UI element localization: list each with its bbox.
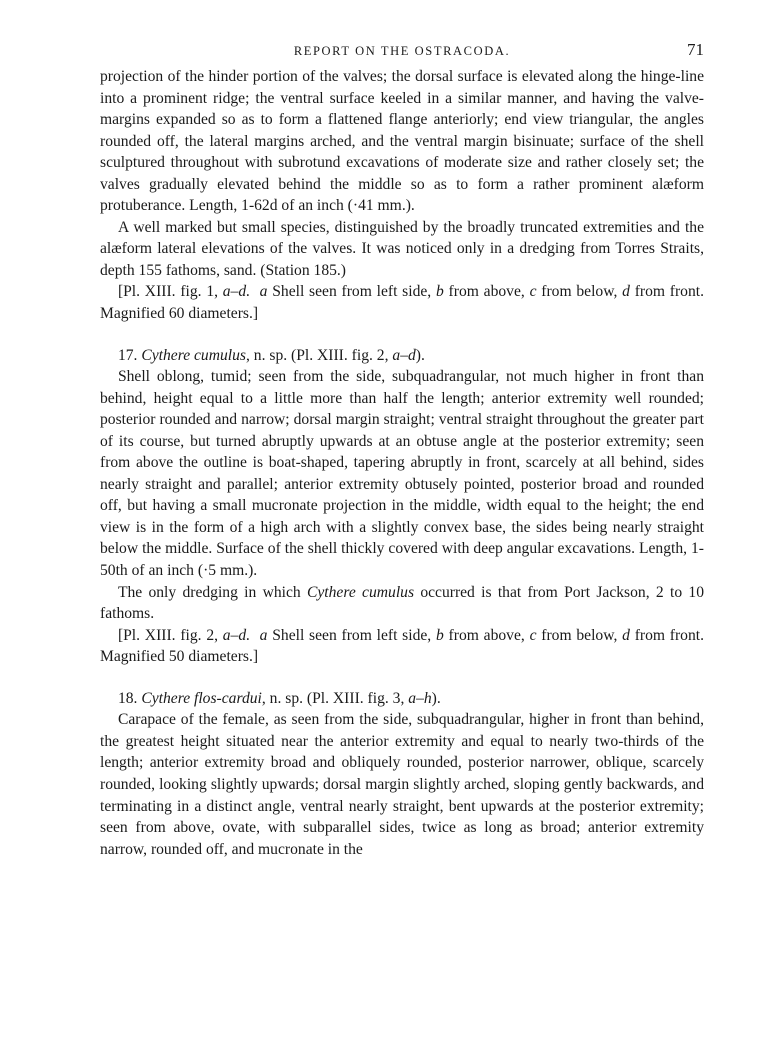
caption-letter: b <box>435 626 444 644</box>
species-heading-17 <box>100 345 704 367</box>
species-close: ). <box>415 346 425 364</box>
paragraph-description-18: Carapace of the female, as seen from the side, subquadrangular, higher in front than behind, the greatest height situated near the anterior extremity and equal to nearly two-thirds of the length; anterior extremity broad and obliquely rounded, posterior narrower, oblique, scarcely rounded, looking slightly upwards; dorsal margin slightly arched, sloping gently backwards, and terminating in a distinct angle, ventral nearly straight, bent upwards at the posterior extremity; seen from above, ovate, with subparallel sides, twice as long as broad; anterior extremity narrow, rounded off, and mucronate in the <box>100 711 704 858</box>
species-name: Cythere flos-cardui <box>141 689 262 707</box>
species-suffix: , n. sp. (Pl. XIII. fig. 3, <box>261 689 409 707</box>
caption-letter: a <box>259 626 268 644</box>
remarks-text: occurred is that from Port Jackson, 2 to 10 fathoms. <box>100 583 704 623</box>
running-header <box>100 40 704 66</box>
running-title: REPORT ON THE OSTRACODA. <box>293 44 511 58</box>
caption-letter: c <box>529 626 537 644</box>
species-heading-18 <box>100 688 704 710</box>
species-figure-range: a–h <box>408 689 432 707</box>
species-suffix: , n. sp. (Pl. XIII. fig. 2, <box>245 346 393 364</box>
paragraph-continuation: projection of the hinder portion of the valves; the dorsal surface is elevated along the hinge-line into a prominent ridge; the ventral surface keeled in a similar manner, and having the valve-margins expanded so as to form a flattened flange anteriorly; end view triangular, the angles rounded off, the lateral margins arched, and the ventral margin bisinuate; surface of the shell sculptured throughout with subrotund excavations of moderate size and rather closely set; the valves gradually elevated behind the middle so as to form a rather prominent alæform protuberance. Length, 1-62d of an inch (·41 mm.). <box>100 68 704 215</box>
caption-text: [Pl. XIII. fig. 2, <box>117 626 223 644</box>
species-figure-range: a–d <box>392 346 416 364</box>
plate-caption-16 <box>100 281 704 324</box>
paragraph-description-17: Shell oblong, tumid; seen from the side, subquadrangular, not much higher in front than behind, height equal to a little more than half the length; anterior extremity well rounded; posterior rounded and narrow; dorsal margin straight; ventral straight throughout the greater part of its course, but turned abruptly upwards at an obtuse angle at the posterior extremity; seen from above the outline is boat-shaped, tapering abruptly in front, scarcely at all behind, sides nearly straight and parallel; anterior extremity obtusely pointed, posterior broad and rounded off, but having a small mucronate projection in the middle, width equal to the height; the end view is in the form of a high arch with a slightly convex base, the sides being nearly straight below the middle. Surface of the shell thickly covered with deep angular excavations. Length, 1-50th of an inch (·5 mm.). <box>100 368 704 580</box>
page-number: 71 <box>687 40 704 59</box>
caption-text: [Pl. XIII. fig. 1, <box>117 283 223 301</box>
caption-letter: c <box>529 283 537 301</box>
caption-letter: b <box>435 283 444 301</box>
caption-text: from front. Magnified 60 diameters.] <box>100 283 704 323</box>
remarks-text: The only dredging in which <box>117 583 307 601</box>
caption-text: from below, <box>536 283 623 301</box>
paragraph-remarks-16: A well marked but small species, distinguished by the broadly truncated extremities and the alæform lateral elevations of the valves. It was noticed only in a dredging from Torres Straits, depth 155 fathoms, sand. (Station 185.) <box>100 218 704 279</box>
caption-figure-range: a–d. <box>222 283 251 301</box>
caption-text: from above, <box>443 626 530 644</box>
caption-text: from front. Magnified 50 diameters.] <box>100 626 704 666</box>
species-name: Cythere cumulus <box>141 346 246 364</box>
species-number: 18. <box>117 689 142 707</box>
species-number: 17. <box>117 346 142 364</box>
caption-text: from above, <box>443 283 530 301</box>
caption-text: Shell seen from left side, <box>267 283 436 301</box>
species-close: ). <box>431 689 441 707</box>
caption-text: Shell seen from left side, <box>267 626 436 644</box>
caption-letter: a <box>259 283 268 301</box>
caption-figure-range: a–d. <box>222 626 251 644</box>
caption-letter: d <box>622 283 630 301</box>
species-name-inline: Cythere cumulus <box>306 583 415 601</box>
page <box>100 40 704 860</box>
caption-text: from below, <box>536 626 623 644</box>
plate-caption-17 <box>100 625 704 668</box>
paragraph-remarks-17 <box>100 582 704 625</box>
caption-letter: d <box>622 626 630 644</box>
